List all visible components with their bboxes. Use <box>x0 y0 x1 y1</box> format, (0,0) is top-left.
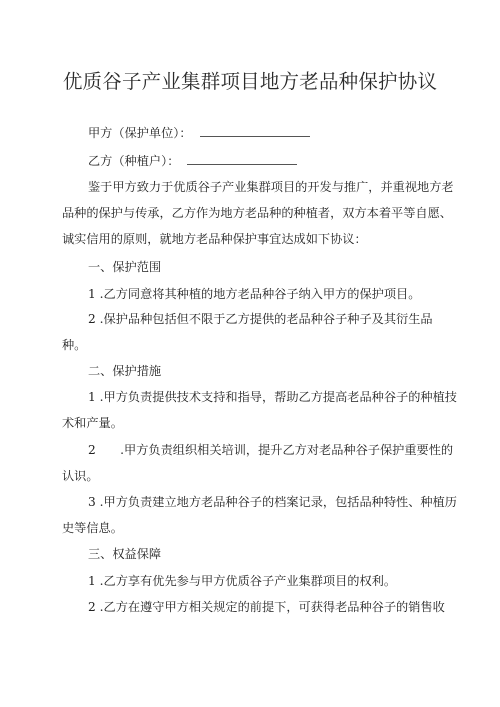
clause-line: 术和产量。 <box>62 416 123 430</box>
clause-line: 2 .保护品种包括但不限于乙方提供的老品种谷子种子及其衍生品 <box>88 312 433 326</box>
clause-line: 1 .甲方负责提供技术支持和指导，帮助乙方提高老品种谷子的种植技 <box>88 390 457 404</box>
section-heading: 一、保护范围 <box>88 260 162 274</box>
party-b-blank[interactable] <box>187 152 297 165</box>
party-b-label: 乙方（种植户）： <box>88 154 180 168</box>
clause-line: 2 .乙方在遵守甲方相关规定的前提下，可获得老品种谷子的销售收 <box>88 600 445 614</box>
section-heading: 二、保护措施 <box>88 364 162 378</box>
party-a-blank[interactable] <box>200 124 310 137</box>
party-a-label: 甲方（保护单位）： <box>88 126 192 140</box>
clause-line: 3 .甲方负责建立地方老品种谷子的档案记录，包括品种特性、种植历 <box>88 495 457 509</box>
clause-line: 种。 <box>62 338 87 352</box>
document-title: 优质谷子产业集群项目地方老品种保护协议 <box>62 70 438 93</box>
section-heading: 三、权益保障 <box>88 547 162 561</box>
clause-line: 史等信息。 <box>62 521 123 535</box>
intro-line-2: 品种的保护与传承，乙方作为地方老品种的种植者，双方本着平等自愿、 <box>62 206 452 220</box>
clause-line: 认识。 <box>62 469 99 483</box>
clause-line: 2 .甲方负责组织相关培训，提升乙方对老品种谷子保护重要性的 <box>88 443 454 457</box>
party-a-line <box>88 124 310 140</box>
clause-line: 1 .乙方享有优先参与甲方优质谷子产业集群项目的权利。 <box>88 574 397 588</box>
clause-line: 1 .乙方同意将其种植的地方老品种谷子纳入甲方的保护项目。 <box>88 287 421 301</box>
intro-line-3: 诚实信用的原则，就地方老品种保护事宜达成如下协议： <box>62 232 367 246</box>
intro-line-1: 鉴于甲方致力于优质谷子产业集群项目的开发与推广，并重视地方老 <box>88 180 454 194</box>
party-b-line <box>88 152 297 168</box>
